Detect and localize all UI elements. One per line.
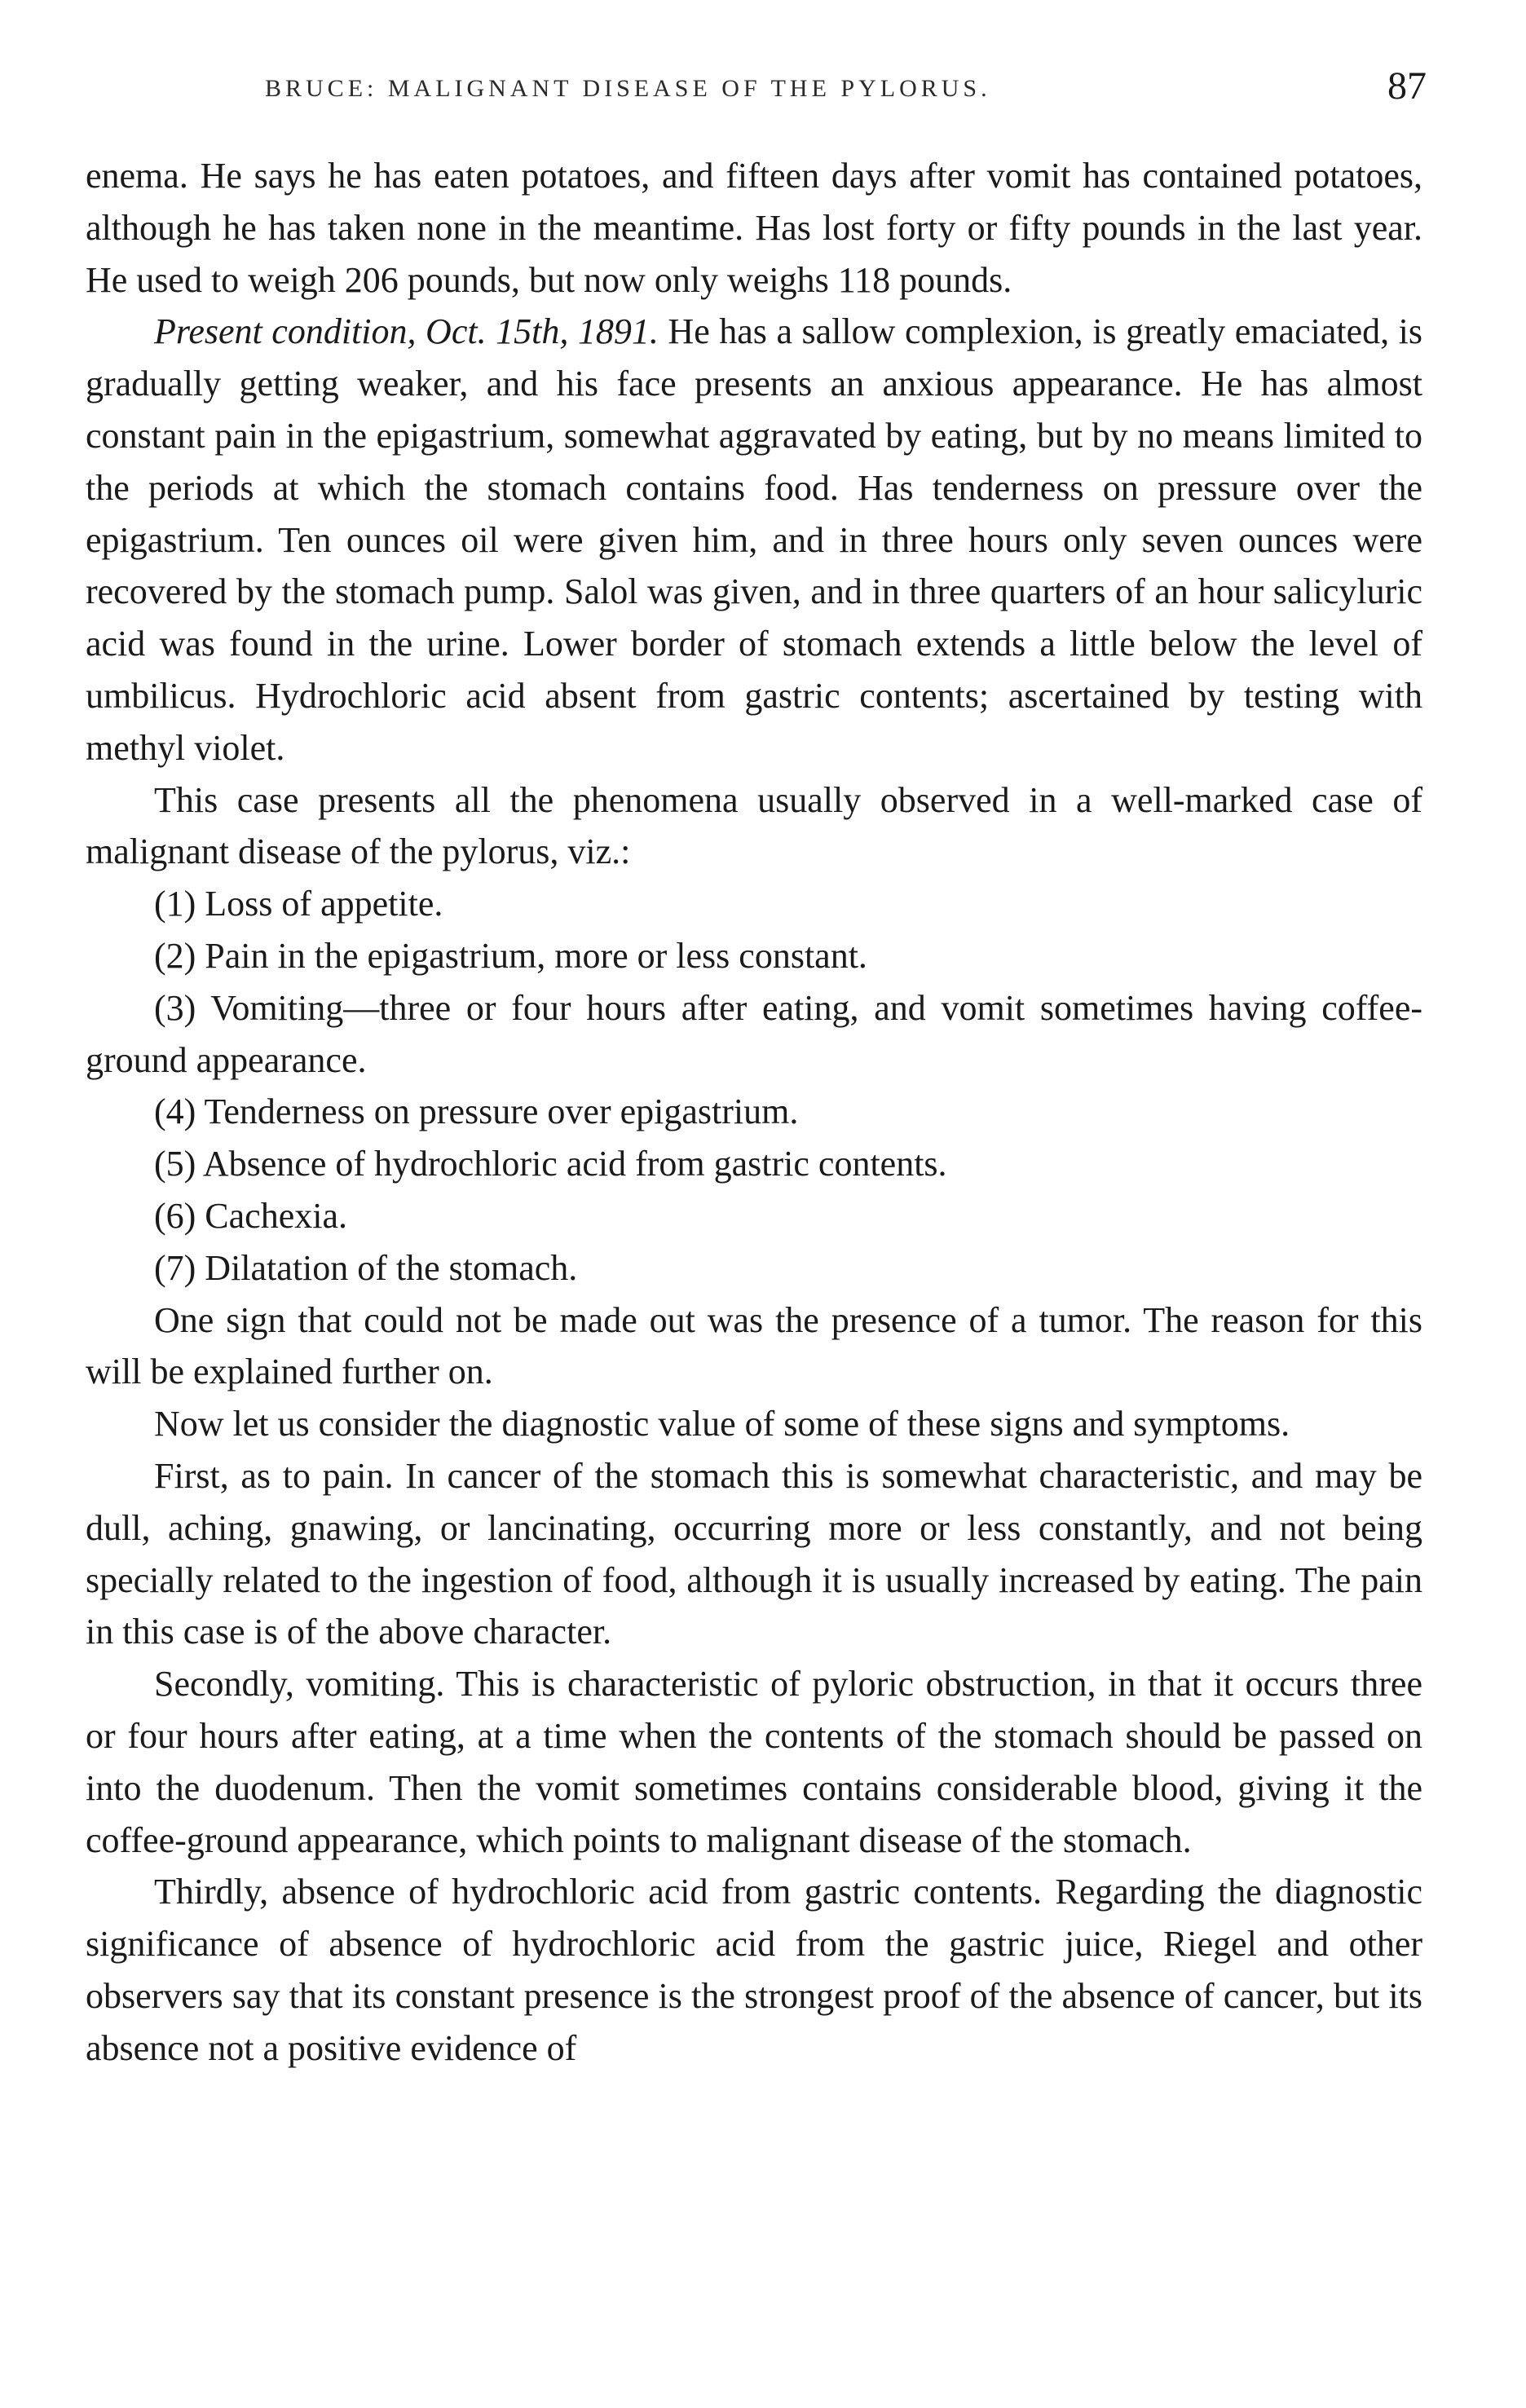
symptom-list-item: (6) Cachexia.	[154, 1195, 347, 1236]
paragraph-tumor-sign: One sign that could not be made out was the presence of a tumor. The reason for this will be explained further on.	[86, 1299, 1422, 1392]
symptom-list-item: (2) Pain in the epigastrium, more or less constant.	[154, 935, 867, 976]
page-number: 87	[1387, 64, 1427, 108]
page-header	[86, 57, 1427, 114]
symptom-list-item: (5) Absence of hydrochloric acid from gastric contents.	[154, 1144, 947, 1184]
symptom-list-item: (1) Loss of appetite.	[154, 884, 443, 924]
paragraph-hydrochloric-acid: Thirdly, absence of hydrochloric acid from gastric contents. Regarding the diagnostic significance of absence of hydrochloric acid from the gastric juice, Riegel and other observers say that its constant presence is the strongest proof of the absence of cancer, but its absence not a positive evidence of	[86, 1872, 1422, 2068]
paragraph-pain: First, as to pain. In cancer of the stomach this is somewhat characteristic, and may be dull, aching, gnawing, or lancinating, occurring more or less constantly, and not being specially related to the ingestion of food, although it is usually increased by eating. The pain in this case is of the above character.	[86, 1455, 1422, 1652]
paragraph-phenomena: This case presents all the phenomena usually observed in a well-marked case of malignant disease of the pylorus, viz.:	[86, 779, 1422, 872]
present-condition-text: He has a sallow complexion, is greatly emaciated, is gradually getting weaker, and his face presents an anxious appearance. He has almost constant pain in the epigastrium, somewhat aggravated by eating, but by no means limited to the periods at which the stomach contains food. Has tenderness on pressure over the epigastrium. Ten ounces oil were given him, and in three hours only seven ounces were recovered by the stomach pump. Salol was given, and in three quarters of an hour salicyluric acid was found in the urine. Lower border of stomach extends a little below the level of umbilicus. Hydrochloric acid absent from gastric contents; ascertained by testing with methyl violet.	[86, 311, 1422, 768]
paragraph-enema: enema. He says he has eaten potatoes, and fifteen days after vomit has contained potatoes, although he has taken none in the meantime. Has lost forty or fifty pounds in the last year. He used to weigh 206 pounds, but now only weighs 118 pounds.	[86, 156, 1422, 300]
symptom-list-item: (7) Dilatation of the stomach.	[154, 1247, 578, 1288]
paragraph-present-condition	[86, 306, 1422, 774]
running-head: BRUCE: MALIGNANT DISEASE OF THE PYLORUS.	[265, 75, 991, 102]
symptom-list-item: (3) Vomiting—three or four hours after eating, and vomit sometimes having coffee-ground appearance.	[86, 987, 1422, 1080]
body-text	[86, 150, 1422, 2074]
present-condition-heading: Present condition, Oct. 15th, 1891.	[154, 311, 659, 352]
symptom-list-item: (4) Tenderness on pressure over epigastrium.	[154, 1092, 799, 1132]
paragraph-vomiting: Secondly, vomiting. This is characteristic of pyloric obstruction, in that it occurs three or four hours after eating, at a time when the contents of the stomach should be passed on into the duodenum. Then the vomit sometimes contains considerable blood, giving it the coffee-ground appearance, which points to malignant disease of the stomach.	[86, 1664, 1422, 1860]
book-page	[86, 57, 1427, 2074]
paragraph-diagnostic-value: Now let us consider the diagnostic value of some of these signs and symptoms.	[154, 1404, 1290, 1444]
